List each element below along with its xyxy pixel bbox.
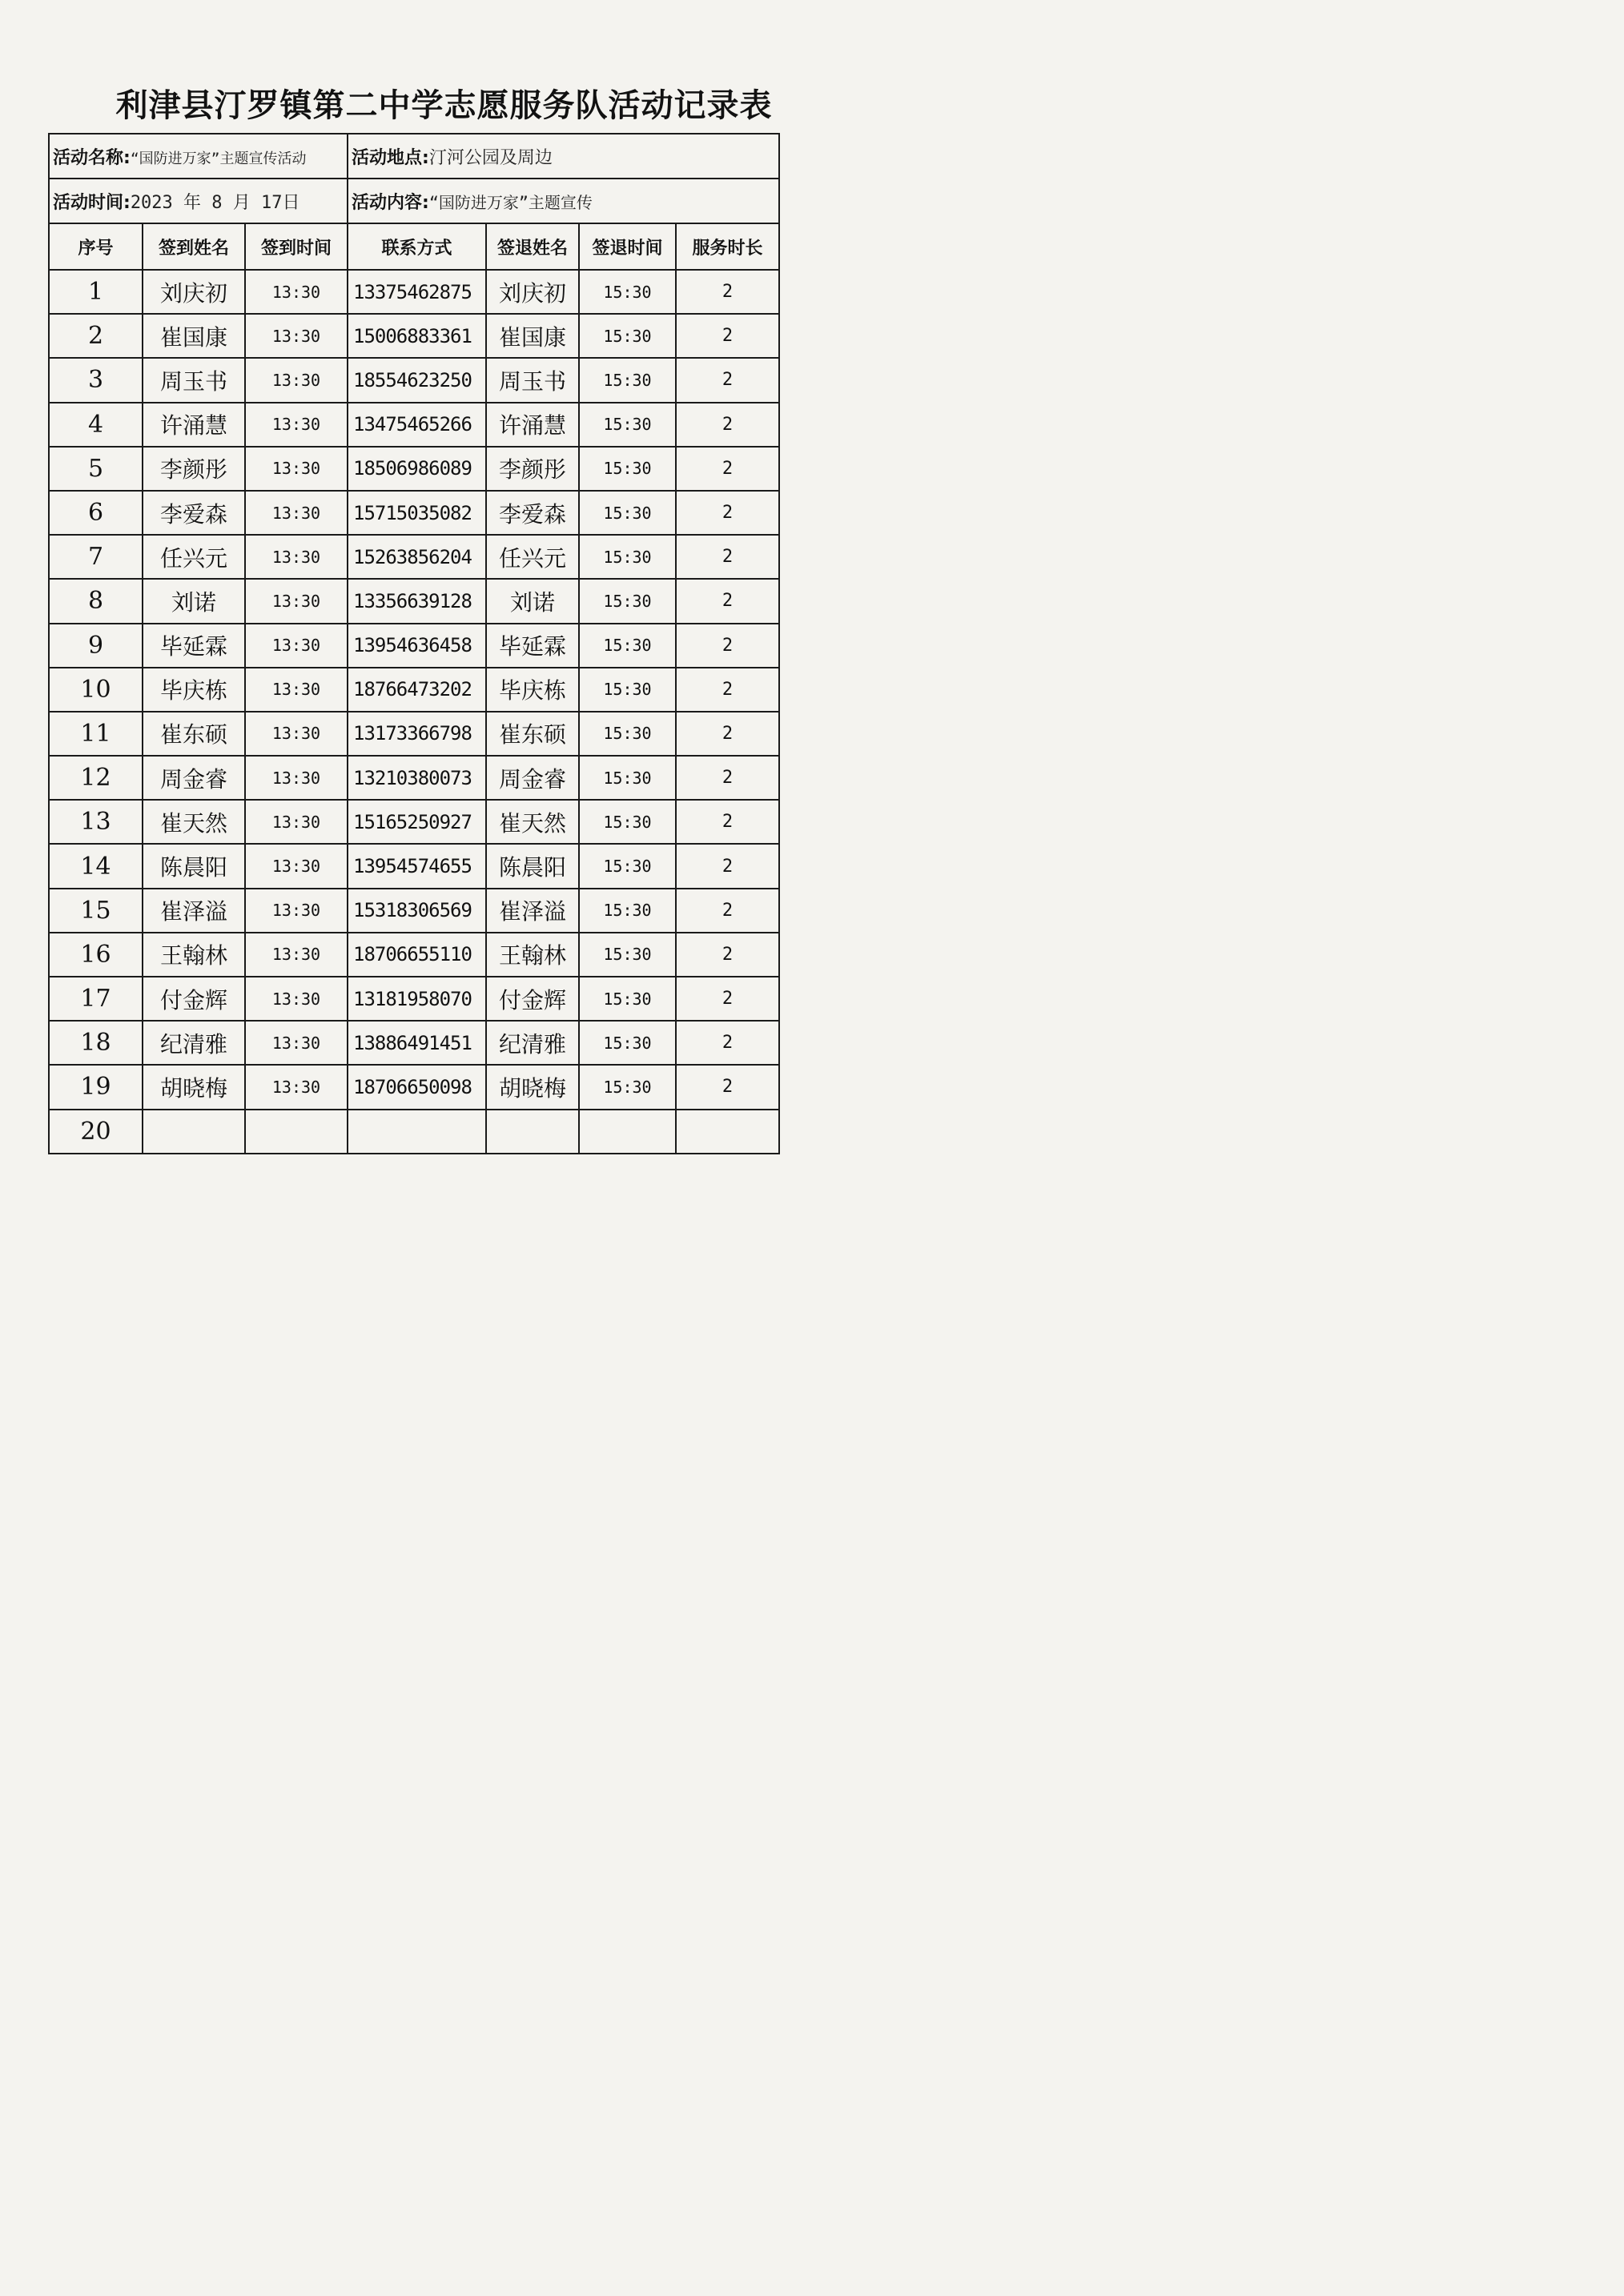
header-contact: 联系方式 [348, 223, 486, 270]
signin-time: 13:30 [245, 933, 348, 977]
contact-phone: 13375462875 [348, 270, 486, 314]
row-index: 8 [49, 579, 143, 623]
signin-time: 13:30 [245, 358, 348, 402]
table-row [49, 800, 779, 844]
table-row [49, 403, 779, 447]
table-row [49, 447, 779, 491]
signout-name: 崔泽溢 [486, 889, 579, 933]
signin-time: 13:30 [245, 403, 348, 447]
signout-name: 任兴元 [486, 535, 579, 579]
contact-phone: 13954574655 [348, 844, 486, 888]
signout-time: 15:30 [579, 933, 676, 977]
contact-phone: 15006883361 [348, 314, 486, 358]
signin-time: 13:30 [245, 1021, 348, 1065]
service-hours: 2 [676, 447, 779, 491]
activity-time-value: 2023 年 8 月 17日 [130, 192, 300, 213]
signout-time: 15:30 [579, 844, 676, 888]
service-hours: 2 [676, 933, 779, 977]
signin-time [245, 1110, 348, 1154]
signin-name: 周玉书 [143, 358, 245, 402]
table-row [49, 624, 779, 668]
contact-phone [348, 1110, 486, 1154]
contact-phone: 13356639128 [348, 579, 486, 623]
row-index: 13 [49, 800, 143, 844]
table-row [49, 314, 779, 358]
header-signin-name: 签到姓名 [143, 223, 245, 270]
signin-name: 李爱森 [143, 491, 245, 535]
signin-name: 付金辉 [143, 977, 245, 1021]
row-index: 18 [49, 1021, 143, 1065]
contact-phone: 15165250927 [348, 800, 486, 844]
signout-time: 15:30 [579, 403, 676, 447]
signout-time: 15:30 [579, 1021, 676, 1065]
row-index: 6 [49, 491, 143, 535]
row-index: 7 [49, 535, 143, 579]
signout-time: 15:30 [579, 314, 676, 358]
signin-time: 13:30 [245, 977, 348, 1021]
signin-time: 13:30 [245, 624, 348, 668]
table-row [49, 756, 779, 800]
signin-name: 崔泽溢 [143, 889, 245, 933]
activity-time-label: 活动时间: [53, 192, 131, 213]
header-index: 序号 [49, 223, 143, 270]
signout-name: 胡晓梅 [486, 1065, 579, 1109]
signin-time: 13:30 [245, 1065, 348, 1109]
signout-name: 纪清雅 [486, 1021, 579, 1065]
table-row [49, 933, 779, 977]
contact-phone: 13475465266 [348, 403, 486, 447]
signin-time: 13:30 [245, 889, 348, 933]
contact-phone: 15263856204 [348, 535, 486, 579]
signout-time: 15:30 [579, 1065, 676, 1109]
activity-name-cell [49, 134, 348, 179]
activity-place-cell [348, 134, 779, 179]
signin-name: 王翰林 [143, 933, 245, 977]
signin-name [143, 1110, 245, 1154]
table-row [49, 712, 779, 756]
signin-name: 陈晨阳 [143, 844, 245, 888]
signout-name: 崔天然 [486, 800, 579, 844]
signout-time: 15:30 [579, 535, 676, 579]
signout-time: 15:30 [579, 756, 676, 800]
table-row [49, 491, 779, 535]
contact-phone: 13181958070 [348, 977, 486, 1021]
row-index: 20 [49, 1110, 143, 1154]
activity-content-cell [348, 179, 779, 223]
row-index: 14 [49, 844, 143, 888]
contact-phone: 18706650098 [348, 1065, 486, 1109]
signout-name: 毕庆栋 [486, 668, 579, 712]
signout-name: 李颜彤 [486, 447, 579, 491]
signout-name: 陈晨阳 [486, 844, 579, 888]
row-index: 1 [49, 270, 143, 314]
table-header-row [49, 223, 779, 270]
table-row [49, 358, 779, 402]
signout-name: 周玉书 [486, 358, 579, 402]
signout-name: 刘诺 [486, 579, 579, 623]
table-row [49, 1021, 779, 1065]
signout-name: 刘庆初 [486, 270, 579, 314]
signout-time: 15:30 [579, 712, 676, 756]
service-hours: 2 [676, 579, 779, 623]
signout-time: 15:30 [579, 624, 676, 668]
contact-phone: 13173366798 [348, 712, 486, 756]
signout-time: 15:30 [579, 270, 676, 314]
info-row-1 [49, 134, 779, 179]
row-index: 17 [49, 977, 143, 1021]
signin-time: 13:30 [245, 800, 348, 844]
row-index: 2 [49, 314, 143, 358]
signout-name [486, 1110, 579, 1154]
service-hours: 2 [676, 1065, 779, 1109]
row-index: 10 [49, 668, 143, 712]
contact-phone: 18766473202 [348, 668, 486, 712]
service-hours: 2 [676, 1021, 779, 1065]
activity-content-label: 活动内容: [352, 192, 429, 213]
signin-name: 胡晓梅 [143, 1065, 245, 1109]
table-row [49, 844, 779, 888]
row-index: 11 [49, 712, 143, 756]
header-signout-time: 签退时间 [579, 223, 676, 270]
signout-name: 崔东硕 [486, 712, 579, 756]
signin-name: 崔天然 [143, 800, 245, 844]
signin-name: 李颜彤 [143, 447, 245, 491]
signout-name: 毕延霖 [486, 624, 579, 668]
header-service-hours: 服务时长 [676, 223, 779, 270]
service-hours: 2 [676, 270, 779, 314]
activity-name-value: “国防进万家”主题宣传活动 [130, 150, 307, 167]
signout-time: 15:30 [579, 447, 676, 491]
table-row [49, 889, 779, 933]
signout-time: 15:30 [579, 358, 676, 402]
header-signin-time: 签到时间 [245, 223, 348, 270]
row-index: 15 [49, 889, 143, 933]
signout-time: 15:30 [579, 668, 676, 712]
table-row [49, 579, 779, 623]
signout-name: 李爱森 [486, 491, 579, 535]
signin-time: 13:30 [245, 712, 348, 756]
service-hours: 2 [676, 889, 779, 933]
signout-name: 王翰林 [486, 933, 579, 977]
service-hours: 2 [676, 314, 779, 358]
header-signout-name: 签退姓名 [486, 223, 579, 270]
service-hours: 2 [676, 756, 779, 800]
signout-name: 许涌慧 [486, 403, 579, 447]
signin-name: 崔国康 [143, 314, 245, 358]
signin-name: 纪清雅 [143, 1021, 245, 1065]
table-row [49, 270, 779, 314]
signin-name: 毕延霖 [143, 624, 245, 668]
contact-phone: 13954636458 [348, 624, 486, 668]
row-index: 9 [49, 624, 143, 668]
signin-name: 崔东硕 [143, 712, 245, 756]
signin-time: 13:30 [245, 447, 348, 491]
service-hours: 2 [676, 491, 779, 535]
contact-phone: 13886491451 [348, 1021, 486, 1065]
service-hours [676, 1110, 779, 1154]
signout-time: 15:30 [579, 977, 676, 1021]
page-title: 利津县汀罗镇第二中学志愿服务队活动记录表 [115, 87, 773, 124]
service-hours: 2 [676, 403, 779, 447]
row-index: 12 [49, 756, 143, 800]
table-row [49, 1110, 779, 1154]
row-index: 4 [49, 403, 143, 447]
table-row [49, 977, 779, 1021]
activity-time-cell [49, 179, 348, 223]
signin-name: 周金睿 [143, 756, 245, 800]
table-row [49, 535, 779, 579]
signin-time: 13:30 [245, 491, 348, 535]
row-index: 19 [49, 1065, 143, 1109]
contact-phone: 15318306569 [348, 889, 486, 933]
service-hours: 2 [676, 624, 779, 668]
activity-name-label: 活动名称: [53, 147, 131, 168]
signin-name: 刘庆初 [143, 270, 245, 314]
service-hours: 2 [676, 668, 779, 712]
activity-content-value: “国防进万家”主题宣传 [428, 192, 593, 212]
signout-time: 15:30 [579, 800, 676, 844]
activity-place-label: 活动地点: [352, 147, 429, 168]
service-hours: 2 [676, 535, 779, 579]
service-hours: 2 [676, 800, 779, 844]
contact-phone: 13210380073 [348, 756, 486, 800]
signin-time: 13:30 [245, 668, 348, 712]
row-index: 3 [49, 358, 143, 402]
signin-time: 13:30 [245, 314, 348, 358]
row-index: 16 [49, 933, 143, 977]
signin-time: 13:30 [245, 535, 348, 579]
signin-name: 毕庆栋 [143, 668, 245, 712]
info-row-2 [49, 179, 779, 223]
signin-name: 刘诺 [143, 579, 245, 623]
signout-time [579, 1110, 676, 1154]
signin-time: 13:30 [245, 844, 348, 888]
contact-phone: 18706655110 [348, 933, 486, 977]
contact-phone: 18554623250 [348, 358, 486, 402]
signout-time: 15:30 [579, 491, 676, 535]
signout-time: 15:30 [579, 889, 676, 933]
table-row [49, 1065, 779, 1109]
signin-time: 13:30 [245, 270, 348, 314]
activity-record-table [48, 133, 780, 1154]
signin-time: 13:30 [245, 579, 348, 623]
signout-name: 付金辉 [486, 977, 579, 1021]
service-hours: 2 [676, 977, 779, 1021]
signin-name: 任兴元 [143, 535, 245, 579]
row-index: 5 [49, 447, 143, 491]
signout-time: 15:30 [579, 579, 676, 623]
activity-place-value: 汀河公园及周边 [428, 147, 553, 168]
service-hours: 2 [676, 844, 779, 888]
signout-name: 崔国康 [486, 314, 579, 358]
signin-time: 13:30 [245, 756, 348, 800]
service-hours: 2 [676, 712, 779, 756]
contact-phone: 18506986089 [348, 447, 486, 491]
signout-name: 周金睿 [486, 756, 579, 800]
contact-phone: 15715035082 [348, 491, 486, 535]
table-row [49, 668, 779, 712]
service-hours: 2 [676, 358, 779, 402]
signin-name: 许涌慧 [143, 403, 245, 447]
